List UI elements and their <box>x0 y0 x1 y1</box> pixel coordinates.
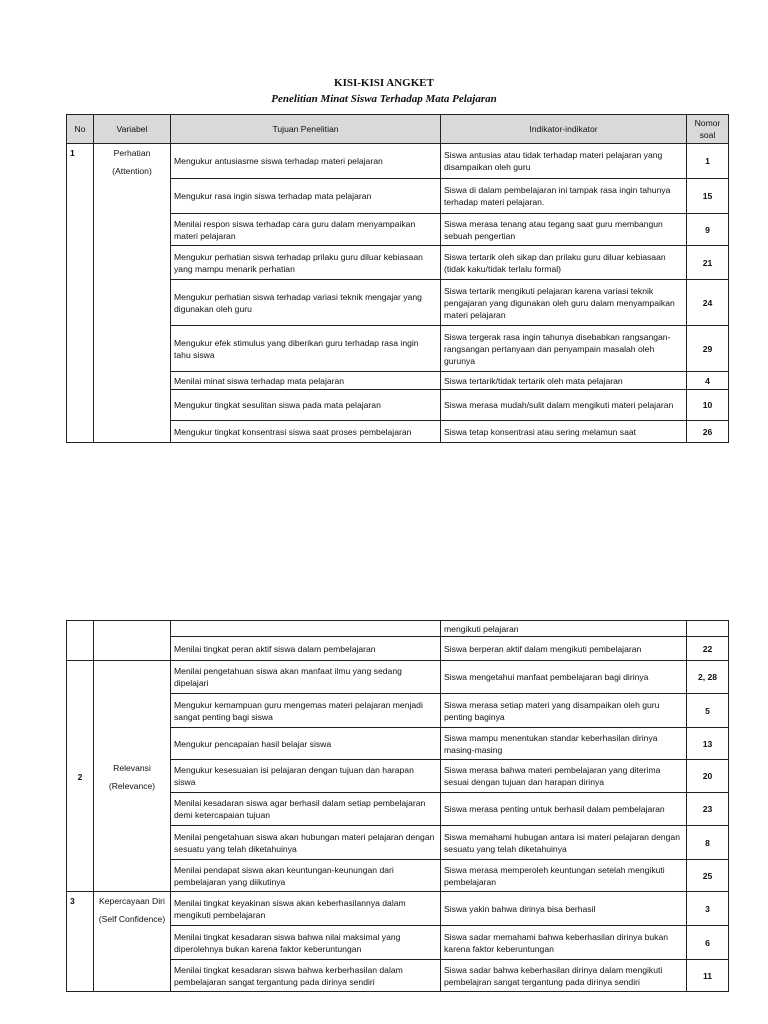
question-number <box>687 621 729 637</box>
indicator: mengikuti pelajaran <box>441 621 687 637</box>
table-row <box>67 144 729 179</box>
research-objective <box>171 621 441 637</box>
header-no: No <box>67 115 94 144</box>
variable-english-name: (Relevance) <box>108 781 156 791</box>
header-tujuan: Tujuan Penelitian <box>171 115 441 144</box>
header-indikator: Indikator-indikator <box>441 115 687 144</box>
indicator: Siswa merasa tenang atau tegang saat guru membangun sebuah pengertian <box>441 214 687 246</box>
header-variabel: Variabel <box>94 115 171 144</box>
question-number: 25 <box>687 860 729 892</box>
research-objective: Menilai tingkat peran aktif siswa dalam pembelajaran <box>171 637 441 661</box>
indicator: Siswa mampu menentukan standar keberhasilan dirinya masing-masing <box>441 728 687 760</box>
indicator: Siswa merasa mudah/sulit dalam mengikuti materi pelajaran <box>441 390 687 421</box>
variable-cell <box>94 144 171 443</box>
research-objective: Menilai respon siswa terhadap cara guru dalam menyampaikan materi pelajaran <box>171 214 441 246</box>
indicator: Siswa tetap konsentrasi atau sering melamun saat <box>441 421 687 443</box>
variable-cell <box>94 661 171 892</box>
question-number: 3 <box>687 892 729 926</box>
question-number: 24 <box>687 280 729 326</box>
indicator: Siswa sadar memahami bahwa keberhasilan dirinya bukan karena faktor keberuntungan <box>441 926 687 960</box>
table-row <box>67 892 729 926</box>
research-objective: Mengukur rasa ingin siswa terhadap mata pelajaran <box>171 179 441 214</box>
research-objective: Mengukur kesesuaian isi pelajaran dengan tujuan dan harapan siswa <box>171 760 441 793</box>
research-objective: Menilai tingkat keyakinan siswa akan keberhasilannya dalam mengikuti pembelajaran <box>171 892 441 926</box>
indicator: Siswa tertarik mengikuti pelajaran karena variasi teknik pengajaran yang digunakan oleh guru dalam menyampaikan materi pelajaran <box>441 280 687 326</box>
indicator: Siswa merasa penting untuk berhasil dalam pembelajaran <box>441 793 687 826</box>
research-objective: Menilai pengetahuan siswa akan manfaat ilmu yang sedang dipelajari <box>171 661 441 694</box>
table-row-continuation <box>67 621 729 637</box>
variable-english-name: (Self Confidence) <box>98 914 166 924</box>
table-1-body <box>67 144 729 443</box>
indicator: Siswa di dalam pembelajaran ini tampak rasa ingin tahunya terhadap materi pelajaran. <box>441 179 687 214</box>
indicator: Siswa sadar bahwa keberhasilan dirinya dalam mengikuti pembelajran sangat tergantung pada dirinya sendiri <box>441 960 687 992</box>
research-objective: Mengukur perhatian siswa terhadap prilaku guru diluar kebiasaan yang mampu menarik perhatian <box>171 246 441 280</box>
question-number: 15 <box>687 179 729 214</box>
variable-name: Perhatian <box>113 148 151 158</box>
question-number: 6 <box>687 926 729 960</box>
question-number: 11 <box>687 960 729 992</box>
indicator: Siswa yakin bahwa dirinya bisa berhasil <box>441 892 687 926</box>
question-number: 29 <box>687 326 729 372</box>
indicator: Siswa antusias atau tidak terhadap materi pelajaran yang disampaikan oleh guru <box>441 144 687 179</box>
question-number: 13 <box>687 728 729 760</box>
row-number: 1 <box>67 144 94 443</box>
indicator: Siswa merasa setiap materi yang disampaikan oleh guru penting baginya <box>441 694 687 728</box>
question-number: 22 <box>687 637 729 661</box>
research-objective: Mengukur pencapaian hasil belajar siswa <box>171 728 441 760</box>
question-number: 9 <box>687 214 729 246</box>
row-number: 2 <box>67 661 94 892</box>
research-objective: Mengukur perhatian siswa terhadap variasi teknik mengajar yang digunakan oleh guru <box>171 280 441 326</box>
research-objective: Menilai minat siswa terhadap mata pelajaran <box>171 372 441 390</box>
indicator: Siswa berperan aktif dalam mengikuti pembelajaran <box>441 637 687 661</box>
table-2-body <box>67 621 729 992</box>
row-number: 3 <box>67 892 94 992</box>
indicator: Siswa merasa bahwa materi pembelajaran yang diterima sesuai dengan tujuan dan harapan dirinya <box>441 760 687 793</box>
question-number: 4 <box>687 372 729 390</box>
research-objective: Menilai pengetahuan siswa akan hubungan materi pelajaran dengan sesuatu yang telah diketahuinya <box>171 826 441 860</box>
header-nomor: Nomor soal <box>687 115 729 144</box>
question-number: 10 <box>687 390 729 421</box>
indicator: Siswa mengetahui manfaat pembelajaran bagi dirinya <box>441 661 687 694</box>
questionnaire-grid-table-2 <box>66 620 729 992</box>
indicator: Siswa memahami hubugan antara isi materi pelajaran dengan sesuatu yang telah diketahuinya <box>441 826 687 860</box>
research-objective: Menilai tingkat kesadaran siswa bahwa kerberhasilan dalam pembelajaran sangat tergantung pada dirinya sendiri <box>171 960 441 992</box>
table-header-row <box>67 115 729 144</box>
variable-cell <box>94 892 171 992</box>
variable-english-name: (Attention) <box>112 166 152 176</box>
document-subtitle: Penelitian Minat Siswa Terhadap Mata Pelajaran <box>271 93 497 105</box>
question-number: 21 <box>687 246 729 280</box>
document-title: KISI-KISI ANGKET <box>334 77 434 89</box>
questionnaire-grid-table-1 <box>66 114 729 443</box>
research-objective: Mengukur efek stimulus yang diberikan guru terhadap rasa ingin tahu siswa <box>171 326 441 372</box>
research-objective: Mengukur antusiasme siswa terhadap materi pelajaran <box>171 144 441 179</box>
indicator: Siswa tertarik/tidak tertarik oleh mata pelajaran <box>441 372 687 390</box>
table-row <box>67 661 729 694</box>
research-objective: Menilai kesadaran siswa agar berhasil dalam setiap pembelajaran demi ketercapaian tujuan <box>171 793 441 826</box>
variable-cell <box>94 621 171 661</box>
research-objective: Mengukur tingkat konsentrasi siswa saat proses pembelajaran <box>171 421 441 443</box>
variable-name: Kepercayaan Diri <box>99 896 165 906</box>
question-number: 20 <box>687 760 729 793</box>
question-number: 23 <box>687 793 729 826</box>
question-number: 2, 28 <box>687 661 729 694</box>
question-number: 5 <box>687 694 729 728</box>
indicator: Siswa merasa memperoleh keuntungan setelah mengikuti pembelajaran <box>441 860 687 892</box>
question-number: 26 <box>687 421 729 443</box>
question-number: 1 <box>687 144 729 179</box>
research-objective: Mengukur tingkat sesulitan siswa pada mata pelajaran <box>171 390 441 421</box>
research-objective: Mengukur kemampuan guru mengemas materi pelajaran menjadi sangat penting bagi siswa <box>171 694 441 728</box>
research-objective: Menilai pendapat siswa akan keuntungan-keunungan dari pembelajaran yang diikutinya <box>171 860 441 892</box>
indicator: Siswa tertarik oleh sikap dan prilaku guru diluar kebiasaan (tidak kaku/tidak terlalu formal) <box>441 246 687 280</box>
variable-name: Relevansi <box>113 763 151 773</box>
row-number <box>67 621 94 661</box>
indicator: Siswa tergerak rasa ingin tahunya disebabkan rangsangan-rangsangan pertanyaan dan penyampain masalah oleh gurunya <box>441 326 687 372</box>
research-objective: Menilai tingkat kesadaran siswa bahwa nilai maksimal yang diperolehnya bukan karena faktor keberuntungan <box>171 926 441 960</box>
question-number: 8 <box>687 826 729 860</box>
